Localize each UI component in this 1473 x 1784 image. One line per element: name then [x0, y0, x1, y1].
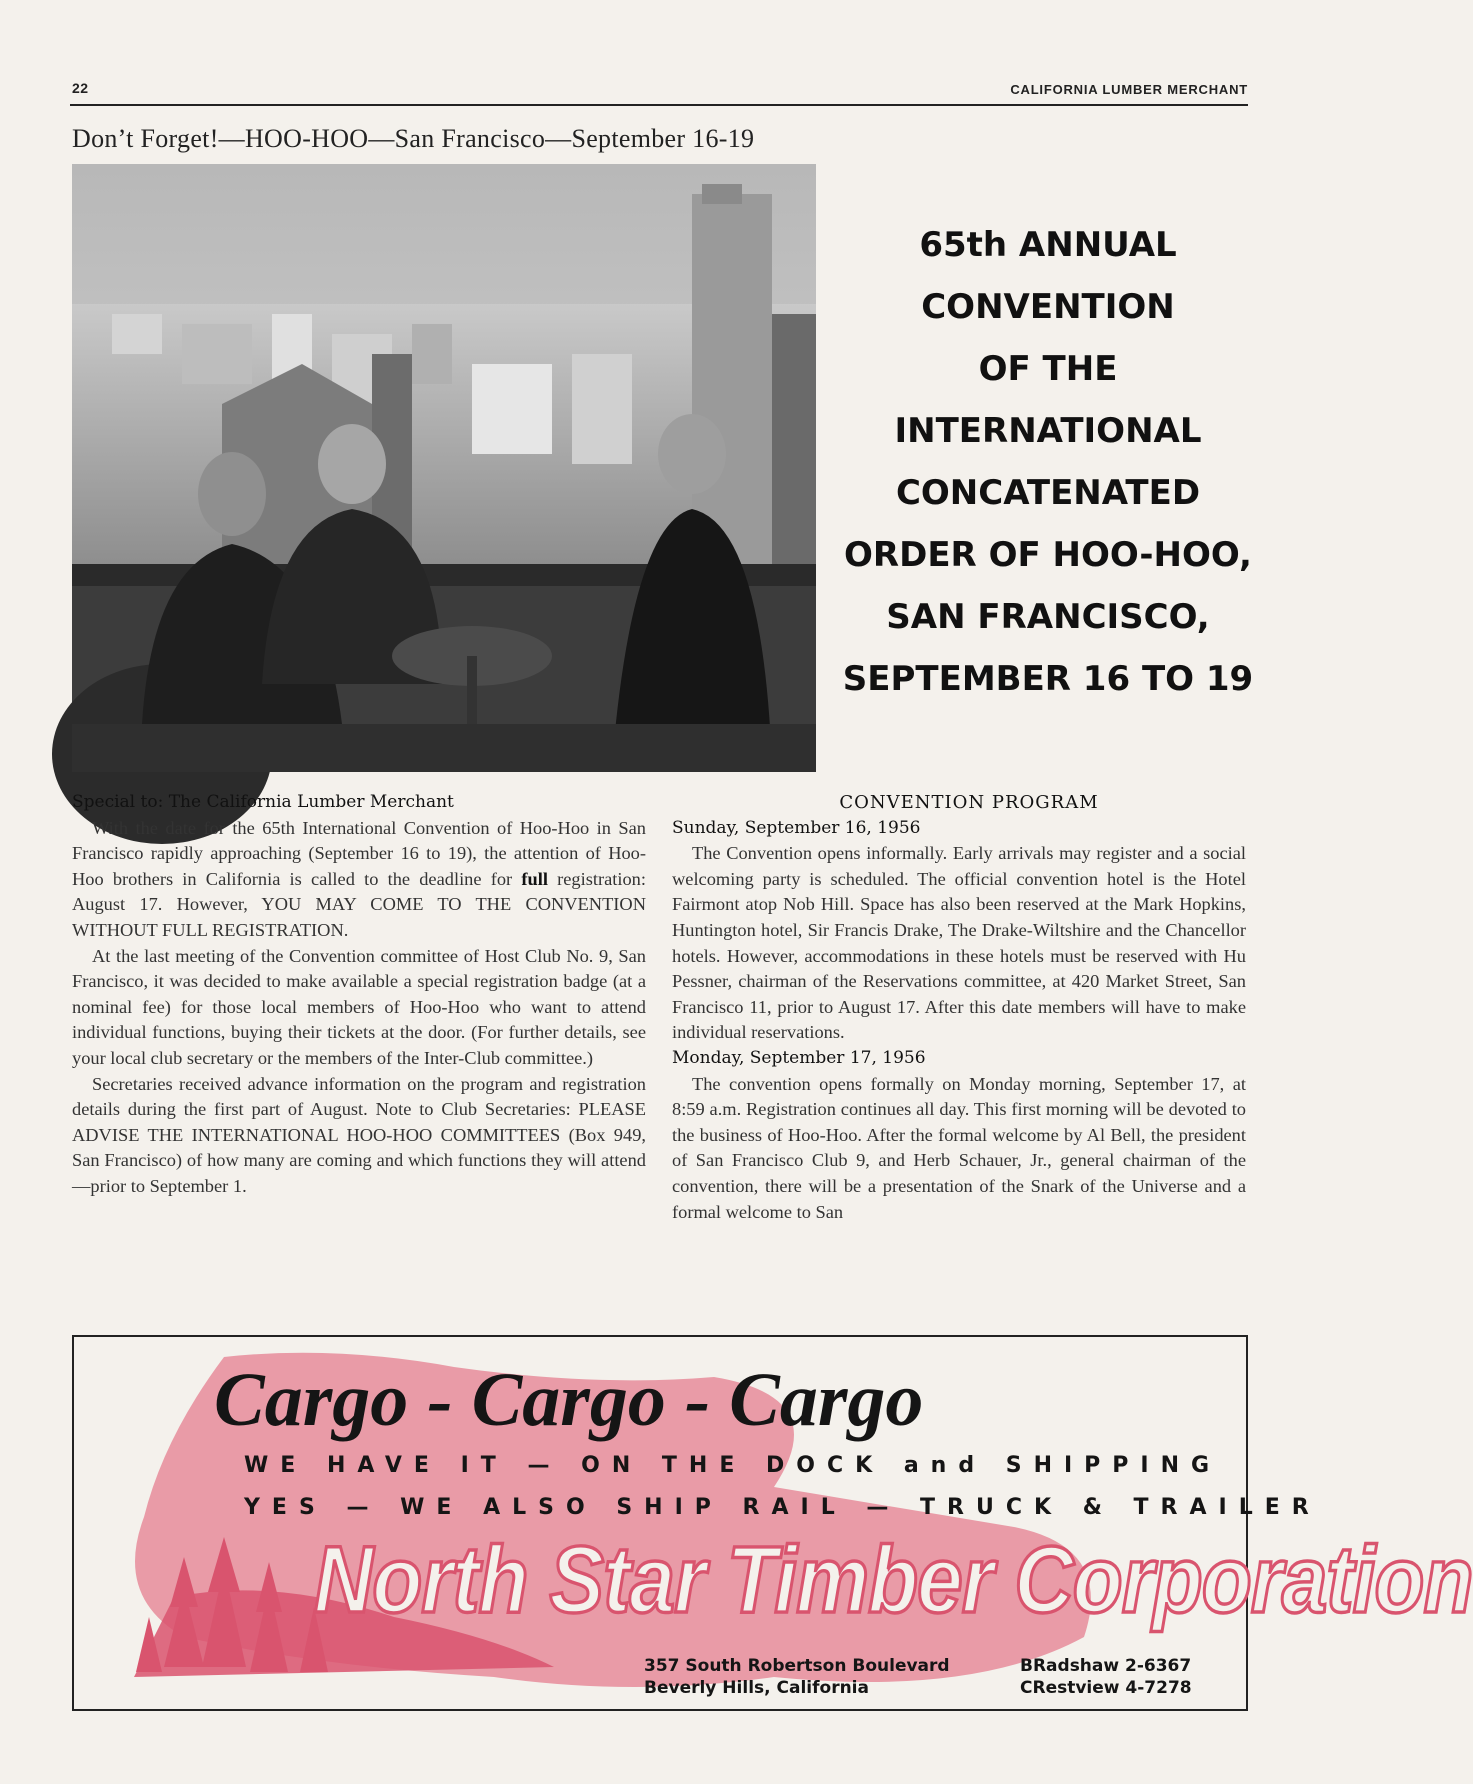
ad-tagline-1: WE HAVE IT — ON THE DOCK and SHIPPING: [244, 1453, 1222, 1478]
text-run: With the date for the 65th International Convention of Hoo-Hoo in San Francisco rapidly approaching (September 16 to 19), the attention of Hoo-Hoo brothers in California is called to the deadline for: [72, 817, 646, 889]
article-byline: Special to: The California Lumber Merchant: [72, 792, 454, 812]
title-line: SEPTEMBER 16 TO 19: [842, 659, 1254, 699]
phone-number: CRestview 4-7278: [1020, 1678, 1192, 1698]
title-line: INTERNATIONAL: [894, 411, 1202, 451]
phone-number: BRadshaw 2-6367: [1020, 1656, 1192, 1676]
top-rule: [70, 104, 1248, 106]
title-line: OF THE: [978, 349, 1118, 389]
convention-title-block: [842, 214, 1254, 710]
title-line: SAN FRANCISCO,: [886, 597, 1210, 637]
ad-phones: [1020, 1655, 1230, 1699]
address-line: 357 South Robertson Boulevard: [644, 1656, 950, 1676]
program-day-heading: Monday, September 17, 1956: [672, 1047, 926, 1068]
title-line: CONCATENATED: [895, 473, 1201, 513]
article-paragraph: Secretaries received advance information on the program and registration details during the first part of August. Note to Club Secretaries: PLEASE ADVISE THE INTERNATIONAL HOO-HOO COMMITTEES (Box 949, San Francisco) of how many are coming and which functions they will attend—prior to September 1.: [72, 1073, 646, 1196]
title-line: CONVENTION: [921, 287, 1175, 327]
page-headline: Don’t Forget!—HOO-HOO—San Francisco—September 16-19: [72, 124, 755, 153]
ad-tagline-2: YES — WE ALSO SHIP RAIL — TRUCK & TRAILER: [244, 1495, 1321, 1520]
ad-company-name: North Star Timber Corporation: [314, 1528, 1473, 1633]
program-paragraph: The Convention opens informally. Early arrivals may register and a social welcoming party is scheduled. The official convention hotel is the Hotel Fairmont atop Nob Hill. Space has also been reserved at the Mark Hopkins, Huntington hotel, Sir Francis Drake, The Drake-Wiltshire and the Chancellor hotels. However, accommodations in these hotels must be reserved with Hu Pessner, chairman of the Reservations committee, at 420 Market Street, San Francisco 11, prior to August 17. After this date members will have to make individual reservations.: [672, 843, 1246, 1043]
ad-address: [644, 1655, 964, 1699]
title-line: 65th ANNUAL: [919, 225, 1177, 265]
article-left-column: [72, 790, 646, 1200]
title-line: ORDER OF HOO-HOO,: [844, 535, 1252, 575]
convention-photo: [72, 164, 816, 772]
article-paragraph: At the last meeting of the Convention committee of Host Club No. 9, San Francisco, it was decided to make available a special registration badge (at a nominal fee) for those local members of Hoo-Hoo who want to attend individual functions, buying their tickets at the door. (For further details, see your local club secretary or the members of the Inter-Club committee.): [72, 945, 646, 1068]
text-run: registration: August 17. However, YOU MAY COME TO THE CONVENTION WITHOUT FULL REGISTRATION.: [72, 868, 646, 940]
address-line: Beverly Hills, California: [644, 1678, 869, 1698]
text-run-bold: full: [521, 868, 548, 889]
program-day-heading: Sunday, September 16, 1956: [672, 817, 921, 838]
advertisement: [72, 1335, 1473, 1711]
running-head: CALIFORNIA LUMBER MERCHANT: [1010, 82, 1248, 97]
article-paragraph: [72, 816, 646, 944]
ad-headline: Cargo - Cargo - Cargo: [214, 1358, 924, 1442]
article-right-column: [672, 790, 1246, 1225]
program-heading: CONVENTION PROGRAM: [839, 792, 1099, 813]
program-paragraph: The convention opens formally on Monday morning, September 17, at 8:59 a.m. Registration continues all day. This first morning will be devoted to the business of Hoo-Hoo. After the formal welcome by Al Bell, the president of San Francisco Club 9, and Herb Schauer, Jr., general chairman of the convention, there will be a presentation of the Snark of the Universe and a formal welcome to San: [672, 1073, 1246, 1222]
page-number: 22: [72, 80, 89, 96]
